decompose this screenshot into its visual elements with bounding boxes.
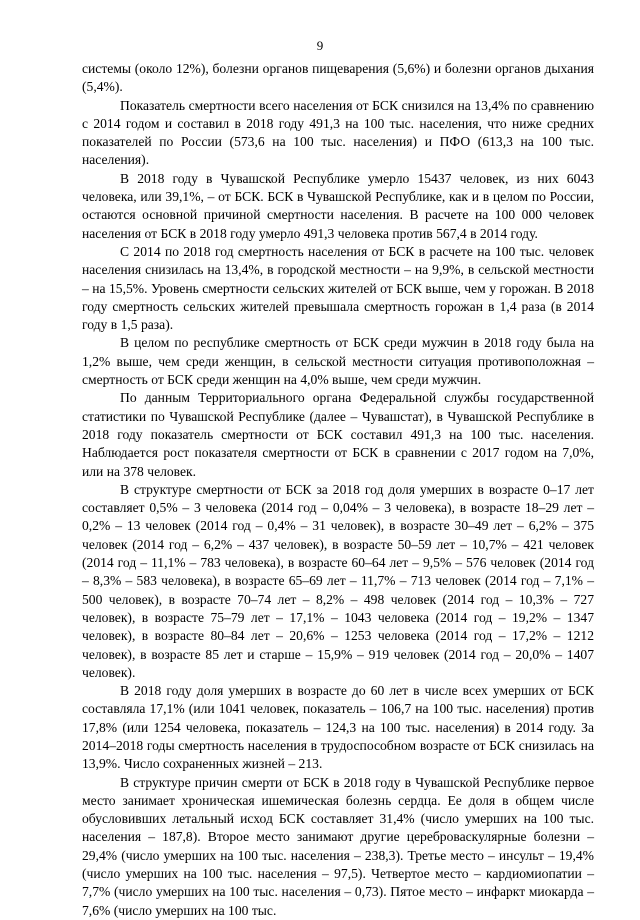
paragraph-under-60: В 2018 году доля умерших в возрасте до 60 лет в числе всех умерших от БСК составляла 17,1% (или 1041 человек, показатель – 106,7 на 100 тыс. населения) против 17,8% (или 1254 человека, показатель – 124,3 на 100 тыс. населения) в 2014 году. За 2014–2018 годы смертность населения в трудоспособном возрасте от БСК снизилась на 13,9%. Число сохраненных жизней – 213.: [82, 683, 594, 772]
paragraph-continuation: системы (около 12%), болезни органов пищеварения (5,6%) и болезни органов дыхания (5,4%).: [82, 61, 594, 95]
paragraph-men-women: В целом по республике смертность от БСК среди мужчин в 2018 году была на 1,2% выше, чем среди женщин, в сельской местности ситуация противоположная – смертность от БСК среди женщин на 4,0% выше, чем среди мужчин.: [82, 335, 594, 388]
paragraph-deaths-2018: В 2018 году в Чувашской Республике умерло 15437 человек, из них 6043 человека, или 39,1%, – от БСК. БСК в Чувашской Республике, как и в целом по России, остаются основной причиной смертности населения. В расчете на 100 000 человек населения от БСК в 2018 году умерло 491,3 человека против 567,4 в 2014 году.: [82, 170, 594, 241]
paragraph-chuvashstat: По данным Территориального органа Федеральной службы государственной статистики по Чувашской Республике (далее – Чувашстат), в Чувашской Республике в 2018 году показатель смертности от БСК составил 491,3 на 100 тыс. населения. Наблюдается рост показателя смертности от БСК в сравнении с 2017 годом на 7,0%, или на 378 человек.: [82, 390, 594, 479]
document-body: [82, 60, 594, 920]
paragraph-age-structure: В структуре смертности от БСК за 2018 год доля умерших в возрасте 0–17 лет составляет 0,5% – 3 человека (2014 год – 0,04% – 3 человека), в возрасте 18–29 лет – 0,2% – 13 человек (2014 год – 0,4% – 31 человек), в возрасте 30–49 лет – 6,2% – 375 человек (2014 год – 6,2% – 437 человек), в возрасте 50–59 лет – 10,7% – 421 человек (2014 год – 11,1% – 783 человека), в возрасте 60–64 лет – 9,5% – 576 человек (2014 год – 8,3% – 583 человека), в возрасте 65–69 лет – 11,7% – 713 человек (2014 год – 7,1% – 500 человек), в возрасте 70–74 лет – 8,2% – 498 человек (2014 год – 10,3% – 727 человек), в возрасте 75–79 лет – 17,1% – 1043 человека (2014 год – 19,2% – 1347 человек), в возрасте 80–84 лет – 20,6% – 1253 человека (2014 год – 17,2% – 1212 человек), в возрасте 85 лет и старше – 15,9% – 919 человек (2014 год – 20,0% – 1407 человек).: [82, 481, 594, 680]
paragraph-mortality-rate: Показатель смертности всего населения от БСК снизился на 13,4% по сравнению с 2014 годом и составил в 2018 году 491,3 на 100 тыс. населения, что ниже средних показателей по России (573,6 на 100 тыс. населения) и ПФО (613,3 на 100 тыс. населения).: [82, 97, 594, 168]
page-number: 9: [316, 38, 324, 53]
paragraph-urban-rural: С 2014 по 2018 год смертность населения от БСК в расчете на 100 тыс. человек населения снизилась на 13,4%, в городской местности – на 9,9%, в сельской местности – на 15,5%. Уровень смертности сельских жителей от БСК выше, чем у горожан. В 2018 году смертность сельских жителей превышала смертность горожан в 1,4 раза (в 2014 году в 1,5 раза).: [82, 243, 594, 333]
paragraph-causes-structure: В структуре причин смерти от БСК в 2018 году в Чувашской Республике первое место занимает хроническая ишемическая болезнь сердца. Ее доля в общем числе обусловивших летальный исход БСК составляет 31,4% (число умерших на 100 тыс. населения – 187,8). Второе место занимают другие цереброваскулярные болезни – 29,4% (число умерших на 100 тыс. населения – 238,3). Третье место – инсульт – 19,4% (число умерших на 100 тыс. населения – 97,5). Четвертое место – кардиомиопатии – 7,7% (число умерших на 100 тыс. населения – 0,73). Пятое место – инфаркт миокарда – 7,6% (число умерших на 100 тыс.: [82, 774, 594, 918]
